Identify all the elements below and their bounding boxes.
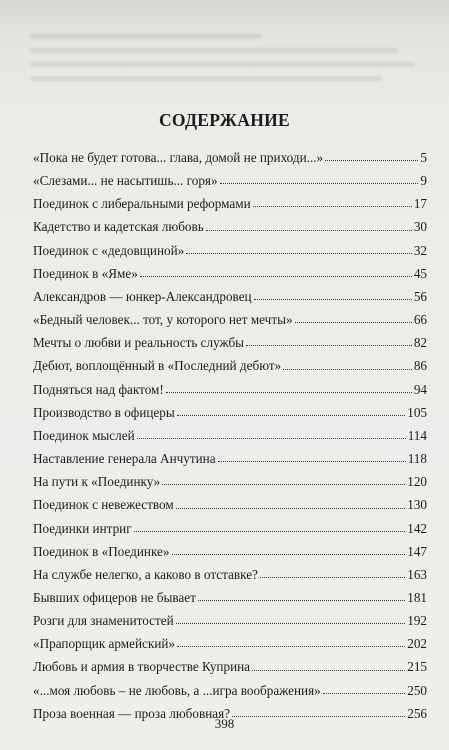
- toc-entry-page: 118: [407, 451, 427, 467]
- dot-leader: [218, 461, 406, 462]
- toc-entry[interactable]: [33, 308, 427, 331]
- dot-leader: [254, 299, 412, 300]
- toc-entry-title: Мечты о любви и реальность службы: [33, 335, 245, 351]
- toc-entry-title: Поединок с либеральными реформами: [33, 196, 251, 212]
- dot-leader: [137, 438, 406, 439]
- toc-entry-page: 192: [407, 613, 427, 629]
- toc-entry-page: 130: [407, 497, 427, 513]
- page-title: СОДЕРЖАНИЕ: [158, 110, 290, 130]
- toc-entry-page: 202: [407, 636, 427, 652]
- toc-entry-title: «Пока не будет готова... глава, домой не приходи...»: [33, 150, 324, 165]
- dot-leader: [252, 670, 405, 671]
- toc-entry-title: Поединок в «Поединке»: [33, 543, 170, 559]
- dot-leader: [166, 392, 412, 393]
- table-of-contents: [33, 146, 427, 725]
- toc-entry[interactable]: [33, 540, 427, 563]
- dot-leader: [140, 276, 412, 277]
- dot-leader: [176, 623, 406, 624]
- toc-entry-title: Любовь и армия в творчестве Куприна: [33, 659, 251, 675]
- toc-entry-title: Кадетство и кадетская любовь: [33, 219, 204, 235]
- toc-entry-title: Производство в офицеры: [33, 404, 175, 420]
- toc-entry-title: На службе нелегко, а каково в отставке?: [33, 566, 258, 582]
- show-through-text: [30, 34, 430, 114]
- toc-entry[interactable]: [33, 146, 427, 169]
- toc-entry-page: 86: [413, 358, 427, 374]
- toc-entry-page: 56: [413, 288, 427, 304]
- toc-entry[interactable]: [33, 493, 427, 516]
- toc-entry-title: Поединок в «Яме»: [33, 265, 138, 281]
- toc-entry-title: Розги для знаменитостей: [33, 613, 174, 629]
- toc-entry-title: Поединок мыслей: [33, 427, 135, 443]
- dot-leader: [177, 646, 405, 647]
- toc-entry-title: «Бедный человек... тот, у которого нет мечты»: [33, 312, 293, 328]
- toc-entry[interactable]: [33, 192, 427, 215]
- toc-entry-page: 256: [407, 705, 427, 721]
- dot-leader: [172, 554, 406, 555]
- toc-entry[interactable]: [33, 424, 427, 447]
- toc-entry-page: 114: [407, 427, 427, 443]
- toc-entry[interactable]: [33, 169, 427, 192]
- toc-entry-title: Поединок с невежеством: [33, 497, 174, 513]
- toc-entry-page: 215: [407, 659, 427, 675]
- dot-leader: [260, 577, 405, 578]
- toc-entry-page: 82: [413, 335, 427, 351]
- toc-entry-page: 17: [413, 196, 427, 212]
- toc-entry[interactable]: [33, 586, 427, 609]
- toc-entry-page: 94: [413, 381, 427, 397]
- toc-entry[interactable]: [33, 447, 427, 470]
- toc-entry[interactable]: [33, 378, 427, 401]
- toc-entry-page: 105: [407, 404, 427, 420]
- toc-entry-page: 66: [413, 312, 427, 328]
- toc-entry-page: 32: [413, 242, 427, 258]
- dot-leader: [177, 415, 405, 416]
- toc-entry-title: На пути к «Поединку»: [33, 474, 161, 490]
- toc-entry-title: Поединки интриг: [33, 520, 132, 536]
- dot-leader: [253, 206, 412, 207]
- dot-leader: [134, 531, 406, 532]
- toc-entry[interactable]: [33, 470, 427, 493]
- toc-entry[interactable]: [33, 563, 427, 586]
- toc-entry-title: Александров — юнкер-Александровец: [33, 288, 252, 304]
- dot-leader: [246, 345, 412, 346]
- dot-leader: [323, 693, 405, 694]
- dot-leader: [162, 484, 405, 485]
- toc-entry[interactable]: [33, 285, 427, 308]
- toc-entry[interactable]: [33, 655, 427, 678]
- toc-entry-title: «Слезами... не насытишь... горя»: [33, 173, 218, 189]
- toc-entry-title: Бывших офицеров не бывает: [33, 589, 196, 605]
- toc-entry-page: 5: [420, 150, 427, 165]
- toc-entry-title: Поединок с «дедовщиной»: [33, 242, 185, 258]
- toc-entry-title: Проза военная — проза любовная?: [33, 705, 231, 721]
- toc-entry[interactable]: [33, 517, 427, 540]
- toc-entry-page: 30: [413, 219, 427, 235]
- dot-leader: [283, 369, 412, 370]
- toc-entry-page: 45: [413, 265, 427, 281]
- toc-entry[interactable]: [33, 262, 427, 285]
- dot-leader: [176, 508, 406, 509]
- toc-entry-page: 147: [407, 543, 427, 559]
- toc-entry[interactable]: [33, 354, 427, 377]
- toc-entry-page: 120: [407, 474, 427, 490]
- toc-entry-page: 250: [407, 682, 427, 698]
- dot-leader: [295, 322, 412, 323]
- toc-entry-title: Дебют, воплощённый в «Последний дебют»: [33, 358, 282, 374]
- toc-entry-page: 9: [420, 173, 427, 189]
- toc-entry-title: «Прапорщик армейский»: [33, 636, 176, 652]
- dot-leader: [220, 183, 419, 184]
- toc-entry[interactable]: [33, 632, 427, 655]
- dot-leader: [325, 160, 418, 161]
- page-number: 398: [214, 716, 235, 731]
- toc-entry[interactable]: [33, 239, 427, 262]
- toc-entry-title: Наставление генерала Анчутина: [33, 451, 216, 467]
- toc-entry[interactable]: [33, 401, 427, 424]
- toc-entry[interactable]: [33, 331, 427, 354]
- dot-leader: [206, 230, 412, 231]
- toc-entry-page: 163: [407, 566, 427, 582]
- toc-entry-page: 142: [407, 520, 427, 536]
- dot-leader: [198, 600, 405, 601]
- toc-entry-page: 181: [407, 589, 427, 605]
- toc-entry[interactable]: [33, 609, 427, 632]
- dot-leader: [186, 253, 412, 254]
- toc-entry-title: «...моя любовь – не любовь, а ...игра воображения»: [33, 682, 321, 698]
- toc-entry[interactable]: [33, 215, 427, 238]
- toc-entry-title: Подняться над фактом!: [33, 381, 164, 397]
- toc-entry[interactable]: [33, 679, 427, 702]
